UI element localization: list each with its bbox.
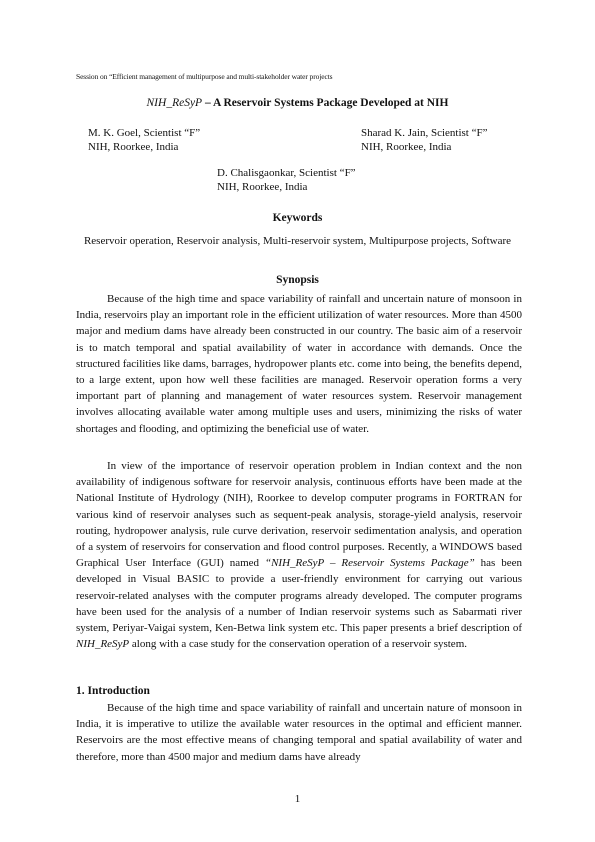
package-name: “NIH_ReSyP – Reservoir Systems Package” <box>264 557 475 570</box>
title-italic: NIH_ReSyP <box>146 97 203 109</box>
synopsis-heading: Synopsis <box>276 274 319 286</box>
title-rest: – A Reservoir Systems Package Developed at NIH <box>202 97 449 109</box>
author-affiliation: NIH, Roorkee, India <box>88 141 179 153</box>
keywords-text: Reservoir operation, Reservoir analysis, Multi-reservoir system, Multipurpose projects, Software <box>83 235 512 247</box>
author-name: D. Chalisgaonkar, Scientist “F” <box>217 167 356 179</box>
section-heading: 1. Introduction <box>76 685 150 697</box>
synopsis-paragraph <box>76 458 522 652</box>
intro-paragraph: Because of the high time and space variability of rainfall and uncertain nature of monsoon in India, it is imperative to utilize the available water resources in the optimal and efficient manner. Reservoirs are the most effective means of changing temporal and spatial availability of water and therefore, more than 4500 major and medium dams have already <box>76 702 522 763</box>
paragraph-text: along with a case study for the conservation operation of a reservoir system. <box>129 638 467 651</box>
author-block <box>361 126 487 154</box>
author-affiliation: NIH, Roorkee, India <box>361 141 452 153</box>
paragraph-text: has been developed in Visual BASIC to provide a user-friendly environment for carrying out various reservoir-related analyses with the computer programs already developed. The computer programs have been used for the analysis of a number of Indian reservoir systems such as Sabarmati river system, Periyar-Vaigai system, Ken-Betwa link system etc. This paper presents a brief description of <box>76 557 522 635</box>
package-name: NIH_ReSyP <box>76 638 130 651</box>
paragraph-text: In view of the importance of reservoir operation problem in Indian context and the non availability of indigenous software for reservoir analysis, continuous efforts have been made at the National Institute of Hydrology (NIH), Roorkee to develop computer programs in FORTRAN for various kind of reservoir analyses such as sequent-peak analysis, storage-yield analysis, reservoir routing, hydropower analysis, rule curve derivation, reservoir sedimentation analysis, and operation of a system of reservoirs for conservation and flood control purposes. Recently, a WINDOWS based Graphical User Interface (GUI) named <box>76 460 522 570</box>
page-number: 1 <box>294 793 301 805</box>
author-block <box>88 126 200 154</box>
author-name: Sharad K. Jain, Scientist “F” <box>361 127 488 139</box>
synopsis-paragraph: Because of the high time and space variability of rainfall and uncertain nature of monsoon in India, reservoirs play an important role in the efficient utilization of water resources. More than 4500 major and medium dams have already been constructed in our country. The basic aim of a reservoir is to match temporal and spatial availability of water in accordance with demands. Once the structured facilities like dams, barrages, hydropower plants etc. come into being, the benefits depend, to a large extent, upon how well these facilities are managed. Reservoir operation forms a very important part of planning and management of water resources system. Reservoir management involves allocating available water among multiple uses and users, minimizing the risks of water shortages and flooding, and optimizing the beneficial use of water. <box>76 293 522 435</box>
session-header: Session on “Efficient management of multipurpose and multi-stakeholder water projects <box>76 72 333 81</box>
author-affiliation: NIH, Roorkee, India <box>217 181 308 193</box>
author-block <box>217 166 356 194</box>
keywords-heading: Keywords <box>272 212 323 224</box>
author-name: M. K. Goel, Scientist “F” <box>88 127 201 139</box>
paper-title <box>0 97 595 109</box>
